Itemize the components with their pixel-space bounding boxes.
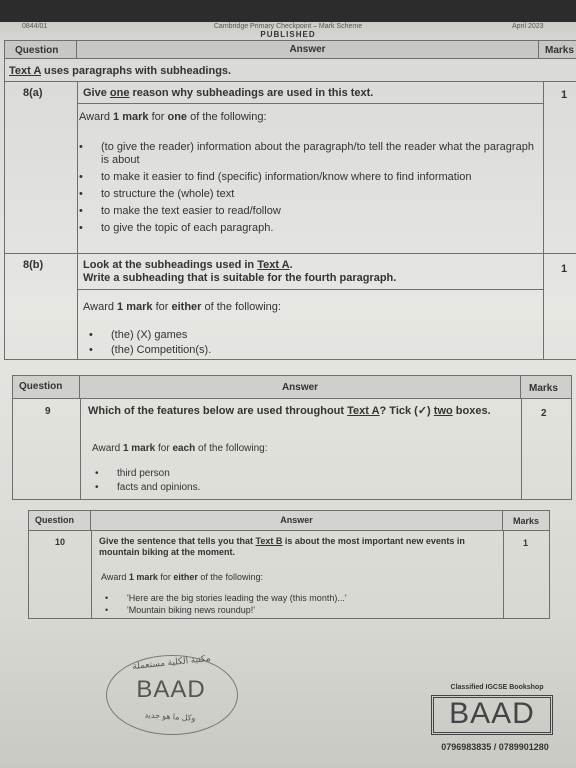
question-9-prompt: Which of the features below are used throughout Text A? Tick (✓) two boxes.	[88, 405, 491, 417]
table-question-10	[28, 510, 550, 619]
published-label: PUBLISHED	[260, 30, 316, 39]
list-item: • 'Mountain biking news roundup!'	[103, 605, 503, 616]
col-header-question: Question	[29, 511, 91, 531]
question-number-10: 10	[55, 537, 66, 547]
section-intro: Text A uses paragraphs with subheadings.	[9, 65, 232, 77]
text-a-ref: Text A	[257, 259, 290, 271]
answer-list-9	[93, 467, 513, 494]
bookshop-title: Classified IGCSE Bookshop	[450, 684, 544, 691]
question-8b-prompt: Look at the subheadings used in Text A. Write a subheading that is suitable for the fourth paragraph.	[83, 259, 397, 284]
award-8b: Award 1 mark for either of the following:	[83, 301, 281, 313]
list-item: • to make the text easier to read/follow	[77, 205, 537, 218]
col-header-question: Question	[5, 41, 77, 59]
list-item: • (to give the reader) information about the paragraph/to tell the reader what the paragraph is about	[77, 141, 537, 167]
col-header-answer: Answer	[91, 511, 503, 531]
marks-10: 1	[523, 538, 529, 548]
list-item: • to give the topic of each paragraph.	[77, 222, 537, 235]
text-a-ref: Text A	[347, 405, 380, 417]
question-number-9: 9	[45, 406, 51, 417]
question-8a-prompt: Give one reason why subheadings are used in this text.	[83, 87, 374, 99]
col-header-answer: Answer	[80, 376, 521, 399]
col-header-answer: Answer	[77, 41, 539, 59]
stamp-arabic-bottom: وكل ما هو جديد	[144, 710, 196, 723]
stamp-arabic-top: مكتبة الكلية مستعملة	[131, 652, 212, 672]
col-header-marks: Marks	[503, 511, 549, 531]
award-9: Award 1 mark for each of the following:	[92, 443, 268, 454]
marks-8a: 1	[561, 89, 568, 101]
list-item: • facts and opinions.	[93, 481, 513, 494]
award-8a: Award 1 mark for one of the following:	[79, 111, 267, 123]
paper-code: 0844/01	[22, 23, 48, 30]
bookshop-phones: 0796983835 / 0789901280	[441, 742, 549, 752]
col-header-marks: Marks	[539, 41, 576, 59]
answer-list-8a	[77, 141, 537, 235]
marks-9: 2	[541, 408, 547, 419]
document-header	[0, 23, 576, 40]
text-a-ref: Text A	[9, 65, 41, 77]
col-header-question: Question	[13, 376, 80, 399]
header-title: Cambridge Primary Checkpoint – Mark Scheme	[213, 23, 363, 30]
list-item: • third person	[93, 467, 513, 480]
award-10: Award 1 mark for either of the following:	[101, 572, 263, 582]
stamp-logo-text: BAAD	[136, 676, 206, 703]
text-b-ref: Text B	[255, 536, 283, 546]
list-item: • (the) (X) games	[87, 329, 527, 342]
question-number-8a: 8(a)	[23, 87, 43, 99]
exam-date: April 2023	[512, 23, 544, 30]
question-10-prompt: Give the sentence that tells you that Text B is about the most important new events in mountain biking at the moment.	[99, 536, 465, 557]
list-item: • (the) Competition(s).	[87, 344, 527, 357]
col-header-marks: Marks	[521, 376, 571, 399]
list-item: • to structure the (whole) text	[77, 188, 537, 201]
marks-8b: 1	[561, 263, 568, 275]
bookshop-logo-text: BAAD	[449, 697, 535, 730]
answer-list-10	[103, 593, 503, 616]
table-question-9	[12, 375, 572, 500]
table-question-8	[4, 40, 576, 360]
question-number-8b: 8(b)	[23, 259, 44, 271]
photo-dark-edge	[0, 0, 576, 22]
list-item: • to make it easier to find (specific) information/know where to find information	[77, 171, 537, 184]
answer-list-8b	[87, 329, 527, 357]
list-item: • 'Here are the big stories leading the way (this month)...'	[103, 593, 503, 604]
